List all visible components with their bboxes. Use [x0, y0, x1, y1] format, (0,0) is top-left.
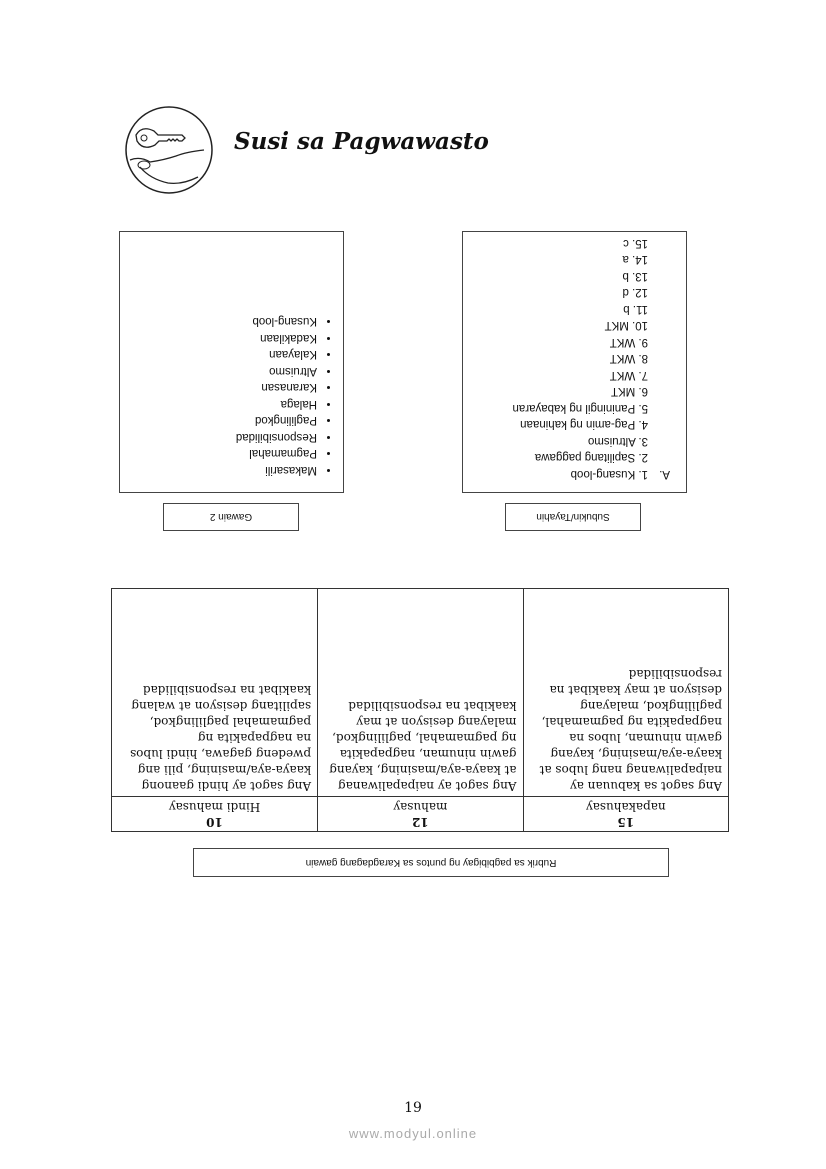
key-in-hand-icon — [124, 105, 214, 195]
answer-item: 8. WKT — [609, 352, 648, 365]
rubric-desc: Ang sagot ay naipapaliwanag at kaaya-aya/masining, kayang gawin ninuman, nagpapakita ng pagmamahal, paglilingkod, malayang desisyon at may kaakibat na responsibilidad — [318, 589, 523, 797]
gawain2-item: • Responsibilidad — [120, 429, 317, 446]
gawain2-label: Gawain 2 — [163, 503, 299, 531]
answer-item: 4. Pag-amin ng kahinaan — [520, 418, 648, 431]
answer-item: 12. d — [622, 286, 648, 299]
answer-item: 11. b — [623, 303, 648, 315]
subukin-label: Subukin/Tayahin — [505, 503, 641, 531]
gawain2-item: • Pagmamahal — [120, 445, 317, 462]
subukin-answer-box — [462, 231, 687, 493]
answer-item: 5. Paniningil ng kabayaran — [512, 402, 648, 414]
gawain2-item: • Halaga — [120, 396, 317, 413]
gawain2-item: • Kusang-loob — [120, 313, 317, 330]
gawain2-item: • Karanasan — [120, 379, 317, 396]
level: napakahusay — [585, 800, 666, 814]
answer-item: 14. a — [622, 253, 648, 266]
answer-item: 9. WKT — [609, 336, 648, 348]
answer-item: 13. b — [622, 270, 648, 282]
rubric-table — [111, 588, 729, 832]
rubric-header-15 — [523, 797, 728, 832]
gawain2-answer-box — [119, 231, 344, 493]
gawain2-item: • Makasarili — [120, 462, 317, 479]
answer-item: 15. c — [623, 237, 648, 249]
page-number: 19 — [404, 1100, 422, 1116]
gawain2-item: • Kalayaan — [120, 346, 317, 363]
rubric-header-10 — [112, 797, 318, 832]
answer-item: 6. MKT — [610, 385, 648, 398]
points: 12 — [411, 815, 429, 829]
rubric-label: Rubrik sa pagbibigay ng puntos sa Karagdagang gawain — [193, 848, 669, 877]
answer-item: 3. Altruismo — [587, 435, 648, 447]
gawain2-item: • Altruismo — [120, 363, 317, 380]
level: mahusay — [393, 800, 448, 814]
page-title: Susi sa Pagwawasto — [234, 128, 489, 155]
rubric-desc: Ang sagot sa kabuuan ay naipapaliwanag nang lubos at kaaya-aya/masining, kayang gawin ninuman, lubos na nagpapakita ng pagmamahal, paglilingkod, malayang desisyon at may kaakibat na responsibilidad — [523, 589, 728, 797]
gawain2-item: • Paglilingkod — [120, 412, 317, 429]
answer-item: 2. Sapilitang paggawa — [534, 451, 648, 464]
level: Hindi mahusay — [168, 800, 261, 814]
watermark: www.modyul.online — [348, 1126, 478, 1141]
rubric-desc: Ang sagot ay hindi gaanong kaaya-aya/masining, pili ang pwedeng gagawa, hindi lubos na nagpapakita ng pagmamahal paglilingkod, sapilitang desisyon at walang kaakibat na responsibilidad — [112, 589, 318, 797]
points: 10 — [206, 815, 223, 829]
section-label: A. — [659, 468, 670, 480]
gawain2-item: • Kadakilaan — [120, 330, 317, 347]
rubric-header-12 — [318, 797, 523, 832]
points: 15 — [617, 815, 635, 829]
answer-item: 10. MKT — [604, 319, 648, 332]
answer-item: 1. Kusang-loob — [570, 468, 648, 480]
answer-item: 7. WKT — [609, 369, 648, 381]
